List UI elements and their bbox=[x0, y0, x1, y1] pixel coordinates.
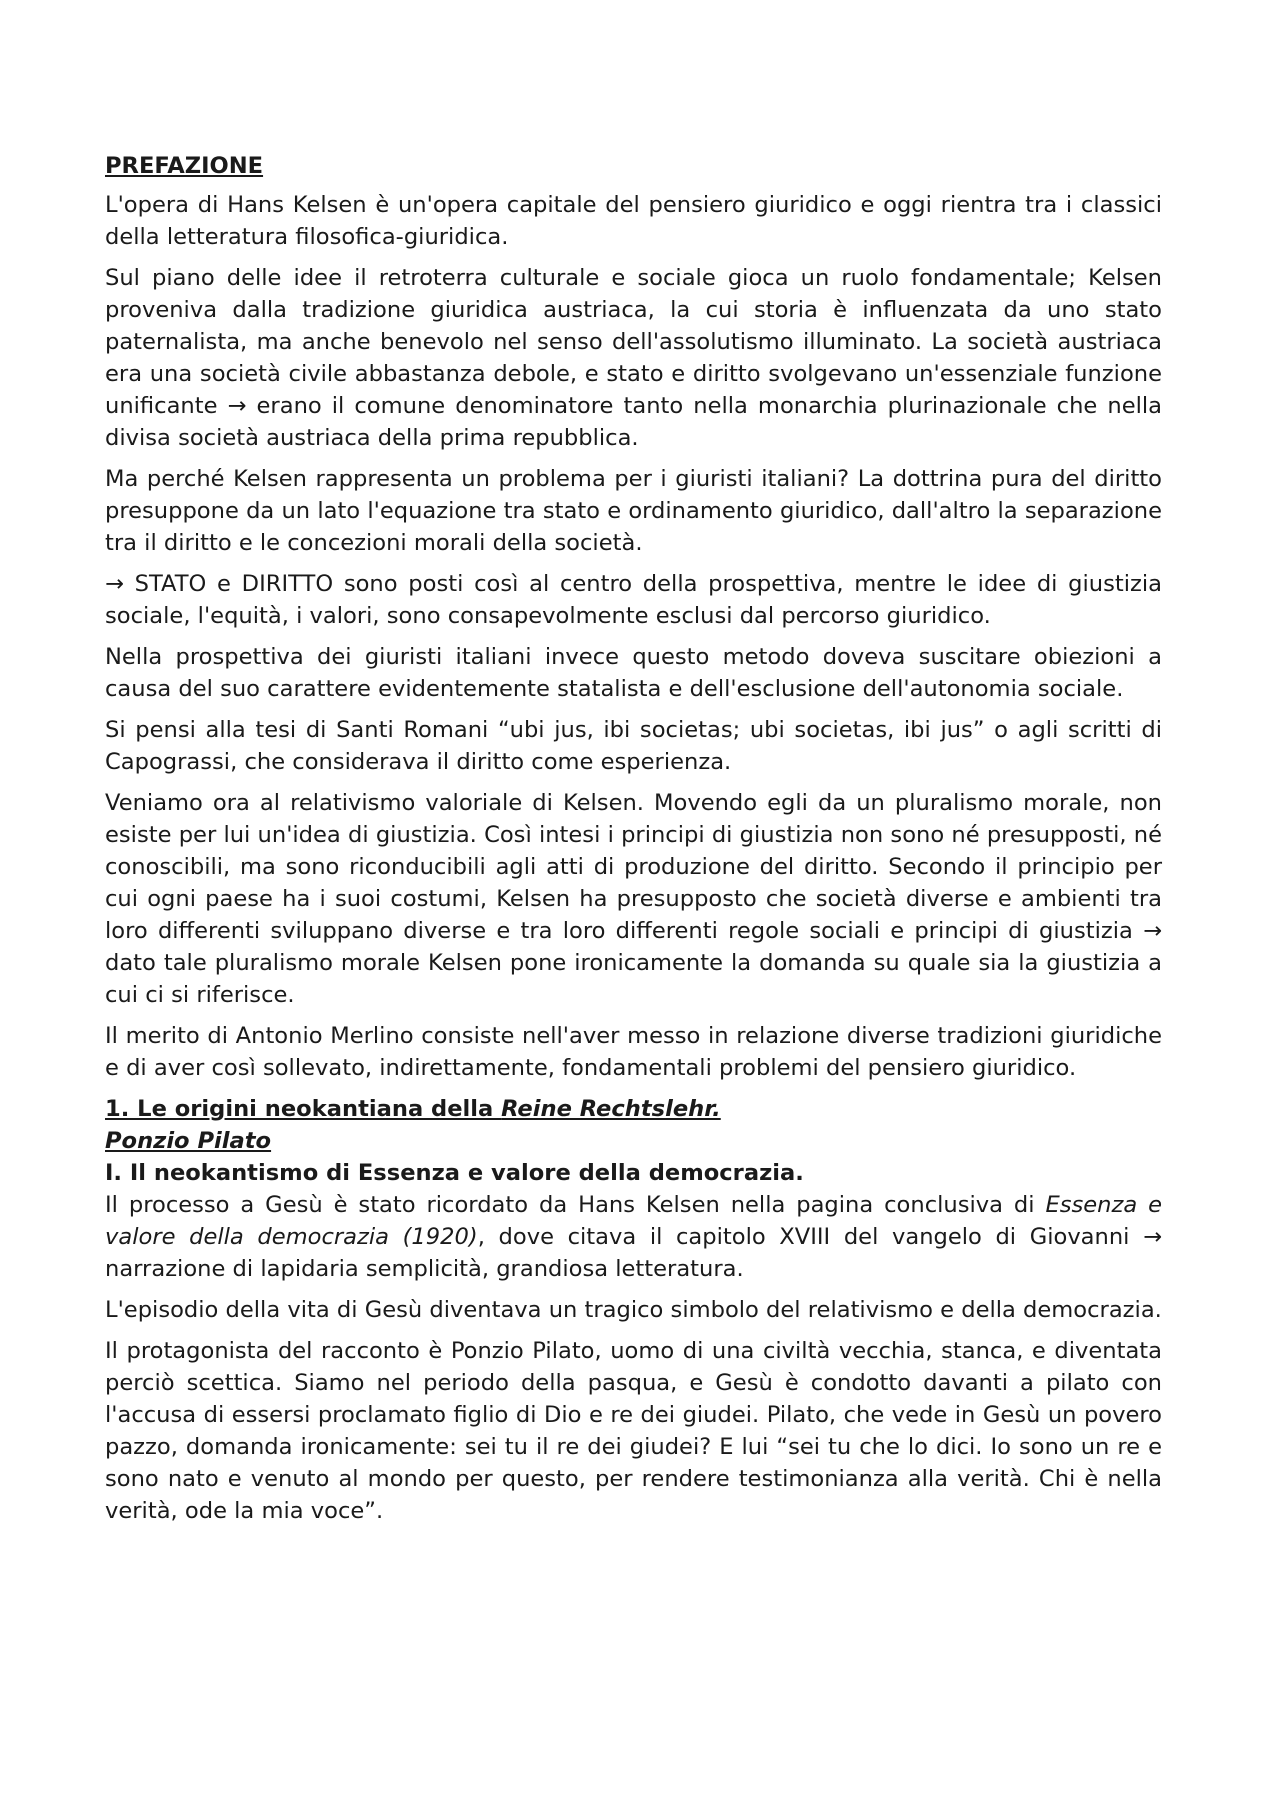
section-title-italic: Reine Rechtslehr. bbox=[501, 1096, 721, 1122]
paragraph-3: Ma perché Kelsen rappresenta un problema per i giuristi italiani? La dottrina pura del diritto presuppone da un lato l'equazione tra stato e ordinamento giuridico, dall'altro la separazione tra il diritto e le concezioni morali della società. bbox=[105, 466, 1162, 556]
section-paragraph-3: Il protagonista del racconto è Ponzio Pilato, uomo di una civiltà vecchia, stanca, e diventata perciò scettica. Siamo nel periodo della pasqua, e Gesù è condotto davanti a pilato con l'accusa di essersi proclamato figlio di Dio e re dei giudei. Pilato, che vede in Gesù un povero pazzo, domanda ironicamente: sei tu il re dei giudei? E lui “sei tu che lo dici. Io sono un re e sono nato e venuto al mondo per questo, per rendere testimonianza alla verità. Chi è nella verità, ode la mia voce”. bbox=[105, 1338, 1162, 1524]
section-heading: I. Il neokantismo di Essenza e valore della democrazia. bbox=[105, 1160, 804, 1186]
section-title bbox=[105, 1093, 1162, 1125]
section-paragraph-1 bbox=[105, 1189, 1162, 1285]
paragraph-1: L'opera di Hans Kelsen è un'opera capitale del pensiero giuridico e oggi rientra tra i classici della letteratura filosofica-giuridica. bbox=[105, 192, 1162, 250]
paragraph-2: Sul piano delle idee il retroterra culturale e sociale gioca un ruolo fondamentale; Kelsen proveniva dalla tradizione giuridica austriaca, la cui storia è influenzata da uno stato paternalista, ma anche benevolo nel senso dell'assolutismo illuminato. La società austriaca era una società civile abbastanza debole, e stato e diritto svolgevano un'essenziale funzione unificante → erano il comune denominatore tanto nella monarchia plurinazionale che nella divisa società austriaca della prima repubblica. bbox=[105, 265, 1162, 451]
paragraph-8: Il merito di Antonio Merlino consiste nell'aver messo in relazione diverse tradizioni giuridiche e di aver così sollevato, indirettamente, fondamentali problemi del pensiero giuridico. bbox=[105, 1023, 1162, 1081]
heading-prefazione: PREFAZIONE bbox=[105, 153, 264, 179]
paragraph-5: Nella prospettiva dei giuristi italiani invece questo metodo doveva suscitare obiezioni a causa del suo carattere evidentemente statalista e dell'esclusione dell'autonomia sociale. bbox=[105, 644, 1162, 702]
section-title-prefix: 1. Le origini neokantiana della bbox=[105, 1096, 502, 1122]
section-subtitle: Ponzio Pilato bbox=[105, 1128, 272, 1154]
section-p1-italic: Essenza e valore della democrazia (1920) bbox=[105, 1192, 1162, 1250]
section-p1-before: Il processo a Gesù è stato ricordato da Hans Kelsen nella pagina conclusiva di bbox=[105, 1192, 1046, 1218]
paragraph-6: Si pensi alla tesi di Santi Romani “ubi jus, ibi societas; ubi societas, ibi jus” o agli scritti di Capograssi, che considerava il diritto come esperienza. bbox=[105, 717, 1162, 775]
paragraph-4: → STATO e DIRITTO sono posti così al centro della prospettiva, mentre le idee di giustizia sociale, l'equità, i valori, sono consapevolmente esclusi dal percorso giuridico. bbox=[105, 571, 1162, 629]
section-paragraph-2: L'episodio della vita di Gesù diventava un tragico simbolo del relativismo e della democrazia. bbox=[105, 1297, 1162, 1323]
paragraph-7: Veniamo ora al relativismo valoriale di Kelsen. Movendo egli da un pluralismo morale, non esiste per lui un'idea di giustizia. Così intesi i principi di giustizia non sono né presupposti, né conoscibili, ma sono riconducibili agli atti di produzione del diritto. Secondo il principio per cui ogni paese ha i suoi costumi, Kelsen ha presupposto che società diverse e ambienti tra loro differenti sviluppano diverse e tra loro differenti regole sociali e principi di giustizia → dato tale pluralismo morale Kelsen pone ironicamente la domanda su quale sia la giustizia a cui ci si riferisce. bbox=[105, 790, 1162, 1008]
document-page bbox=[105, 150, 1162, 1536]
section-p1-after: , dove citava il capitolo XVIII del vangelo di Giovanni → narrazione di lapidaria semplicità, grandiosa letteratura. bbox=[105, 1224, 1162, 1282]
